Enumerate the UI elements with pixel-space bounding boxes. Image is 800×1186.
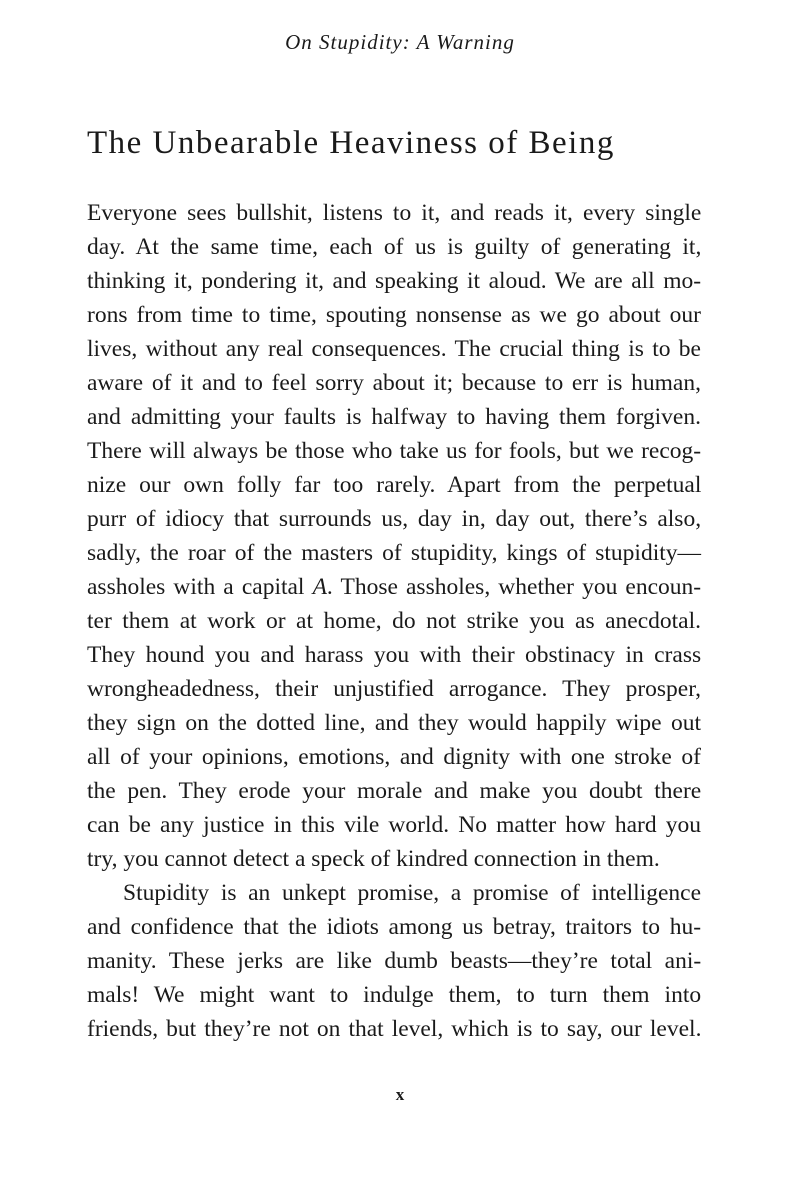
- text-line: and confidence that the idiots among us betray, traitors to hu-: [87, 914, 702, 940]
- text-line: try, you cannot detect a speck of kindred connection in them.: [87, 846, 660, 872]
- chapter-title: The Unbearable Heaviness of Being: [87, 125, 615, 161]
- text-line: purr of idiocy that surrounds us, day in, day out, there’s also,: [87, 506, 702, 532]
- text-line: assholes with a capital A. Those assholes, whether you encoun-: [87, 574, 702, 600]
- text-line: mals! We might want to indulge them, to turn them into: [87, 982, 702, 1008]
- page-number: x: [395, 1085, 405, 1104]
- text-line: thinking it, pondering it, and speaking it aloud. We are all mo-: [87, 268, 702, 294]
- text-line: manity. These jerks are like dumb beasts—they’re total ani-: [87, 948, 702, 974]
- running-head: On Stupidity: A Warning: [285, 30, 515, 54]
- text-line: rons from time to time, spouting nonsense as we go about our: [87, 302, 701, 328]
- text-line: can be any justice in this vile world. No matter how hard you: [87, 812, 701, 838]
- paragraph-2: [87, 876, 701, 1046]
- text-line: There will always be those who take us for fools, but we recog-: [87, 438, 702, 464]
- text-line: ter them at work or at home, do not strike you as anecdotal.: [87, 608, 701, 634]
- text-line: the pen. They erode your morale and make you doubt there: [87, 778, 702, 804]
- text-line: and admitting your faults is halfway to having them forgiven.: [87, 404, 701, 430]
- text-line: They hound you and harass you with their obstinacy in crass: [87, 642, 702, 668]
- text-line: Everyone sees bullshit, listens to it, and reads it, every single: [87, 200, 702, 226]
- text-line: lives, without any real consequences. The crucial thing is to be: [87, 336, 701, 362]
- text-line: nize our own folly far too rarely. Apart from the perpetual: [87, 472, 702, 498]
- text-line: aware of it and to feel sorry about it; because to err is human,: [87, 370, 701, 396]
- text-line: all of your opinions, emotions, and dignity with one stroke of: [87, 744, 701, 770]
- text-line: they sign on the dotted line, and they would happily wipe out: [87, 710, 701, 736]
- text-line: Stupidity is an unkept promise, a promise of intelligence: [123, 880, 701, 906]
- text-line: friends, but they’re not on that level, which is to say, our level.: [87, 1016, 702, 1042]
- text-line: day. At the same time, each of us is guilty of generating it,: [87, 234, 702, 260]
- body-text: [87, 196, 701, 1046]
- text-line: sadly, the roar of the masters of stupidity, kings of stupidity—: [87, 540, 701, 566]
- text-line: wrongheadedness, their unjustified arrogance. They prosper,: [87, 676, 701, 702]
- paragraph-1: [87, 196, 701, 876]
